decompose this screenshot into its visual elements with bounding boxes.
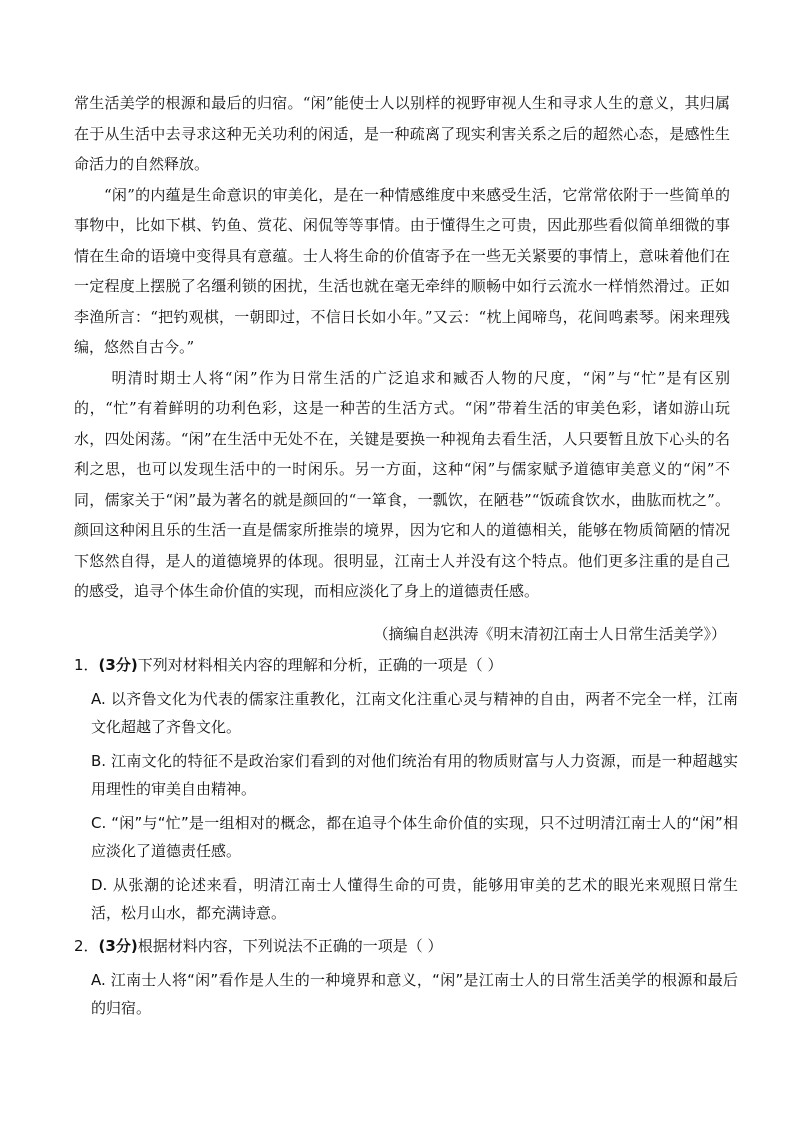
question-number: 2． bbox=[74, 937, 99, 955]
reading-passage bbox=[74, 88, 730, 607]
question-stem bbox=[74, 933, 738, 960]
question-stem bbox=[74, 652, 738, 679]
question-list bbox=[74, 652, 738, 1028]
question-number: 1． bbox=[74, 656, 99, 674]
option-c: C. “闲”与“忙”是一组相对的概念，都在追寻个体生命价值的实现，只不过明清江南士人的“闲”相应淡化了道德责任感。 bbox=[91, 814, 738, 860]
question-text: 根据材料内容，下列说法不正确的一项是（ ） bbox=[137, 937, 443, 955]
passage-paragraph: 明清时期士人将“闲”作为日常生活的广泛追求和臧否人物的尺度，“闲”与“忙”是有区别的，“忙”有着鲜明的功利色彩，这是一种苦的生活方式。“闲”带着生活的审美色彩，诸如游山玩水，四处闲荡。“闲”在生活中无处不在，关键是要换一种视角去看生活，人只要暂且放下心头的名利之思，也可以发现生活中的一时闲乐。另一方面，这种“闲”与儒家赋予道德审美意义的“闲”不同，儒家关于“闲”最为著名的就是颜回的“一箪食，一瓢饮，在陋巷”“饭疏食饮水，曲肱而枕之”。颜回这种闲且乐的生活一直是儒家所推崇的境界，因为它和人的道德相关，能够在物质简陋的情况下悠然自得，是人的道德境界的体现。很明显，江南士人并没有这个特点。他们更多注重的是自己的感受，追寻个体生命价值的实现，而相应淡化了身上的道德责任感。 bbox=[74, 368, 730, 600]
question-2 bbox=[74, 933, 738, 1022]
question-1 bbox=[74, 652, 738, 927]
question-text: 下列对材料相关内容的理解和分析，正确的一项是（ ） bbox=[137, 656, 503, 674]
question-score: (3分) bbox=[98, 937, 138, 955]
option-a: A. 以齐鲁文化为代表的儒家注重教化，江南文化注重心灵与精神的自由，两者不完全一样，江南文化超越了齐鲁文化。 bbox=[91, 690, 738, 736]
question-score: (3分) bbox=[98, 656, 138, 674]
option-d: D. 从张潮的论述来看，明清江南士人懂得生命的可贵，能够用审美的艺术的眼光来观照日常生活，松月山水，都充满诗意。 bbox=[91, 876, 738, 922]
passage-source: （摘编自赵洪涛《明末清初江南士人日常生活美学》） bbox=[373, 625, 726, 643]
option-a: A. 江南士人将“闲”看作是人生的一种境界和意义，“闲”是江南士人的日常生活美学的根源和最后的归宿。 bbox=[91, 971, 738, 1017]
passage-paragraph: 常生活美学的根源和最后的归宿。“闲”能使士人以别样的视野审视人生和寻求人生的意义，其归属在于从生活中去寻求这种无关功利的闲适，是一种疏离了现实利害关系之后的超然心态，是感性生命活力的自然释放。 bbox=[74, 94, 730, 173]
passage-paragraph: “闲”的内蕴是生命意识的审美化，是在一种情感维度中来感受生活，它常常依附于一些简单的事物中，比如下棋、钓鱼、赏花、闲侃等等事情。由于懂得生之可贵，因此那些看似简单细微的事情在生命的语境中变得具有意蕴。士人将生命的价值寄予在一些无关紧要的事情上，意味着他们在一定程度上摆脱了名缰利锁的困扰，生活也就在毫无牵绊的顺畅中如行云流水一样悄然滑过。正如李渔所言：“把钓观棋，一朝即过，不信日长如小年。”又云：“枕上闻啼鸟，花间鸣素琴。闲来理残编，悠然自古今。” bbox=[74, 185, 730, 356]
option-b: B. 江南文化的特征不是政治家们看到的对他们统治有用的物质财富与人力资源，而是一种超越实用理性的审美自由精神。 bbox=[91, 752, 738, 798]
